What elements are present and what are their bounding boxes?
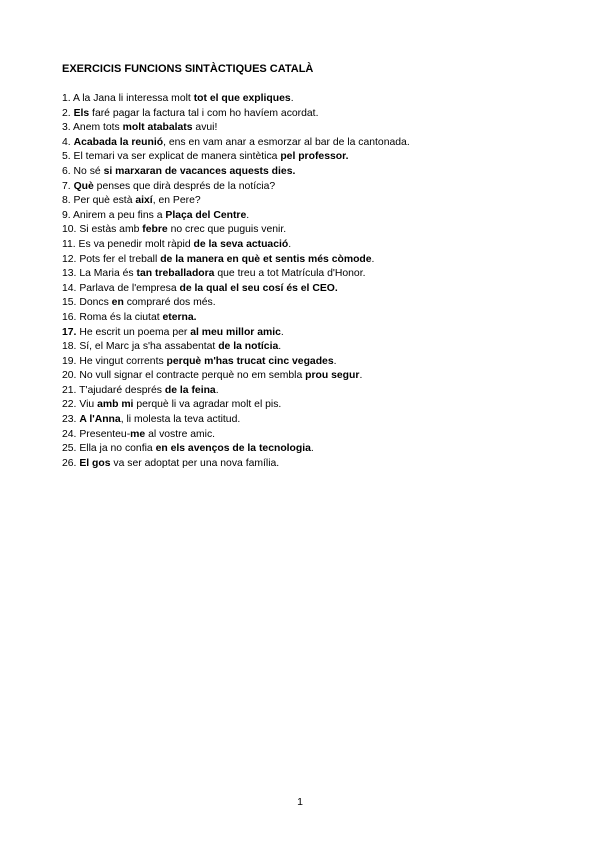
page-number: 1 <box>297 796 303 808</box>
exercise-text: 26. <box>62 457 80 469</box>
exercise-text: perquè li va agradar molt el pis. <box>133 399 282 411</box>
exercise-text: . <box>310 443 314 455</box>
exercise-text: no crec que puguis venir. <box>167 224 287 236</box>
exercise-text: 4. <box>62 136 74 148</box>
exercise-text: . <box>359 370 363 382</box>
exercise-text: va ser adoptat per una nova família. <box>110 457 280 469</box>
exercise-text: penses que dirà després de la notícia? <box>93 180 276 192</box>
exercise-item <box>62 413 410 428</box>
exercise-text: . <box>333 355 337 367</box>
exercise-text: 12. Pots fer el treball <box>62 253 161 265</box>
exercise-text: , en Pere? <box>152 195 201 207</box>
exercise-text: faré pagar la factura tal i com ho havíem acordat. <box>89 107 319 119</box>
exercise-highlight: Acabada la reunió <box>73 136 164 148</box>
exercise-text: . <box>246 209 250 221</box>
exercise-item <box>62 398 410 413</box>
exercise-text: 25. Ella ja no confia <box>62 443 156 455</box>
exercise-highlight: Què <box>73 180 94 192</box>
exercise-text: 8. Per què està <box>62 195 136 207</box>
exercise-item <box>62 209 410 224</box>
exercise-item <box>62 253 410 268</box>
exercise-highlight: així <box>135 195 153 207</box>
exercise-item <box>62 282 410 297</box>
exercise-highlight: Plaça del Centre <box>165 209 247 221</box>
exercise-highlight: febre <box>142 224 168 236</box>
exercise-text: 15. Doncs <box>62 297 112 309</box>
exercise-item <box>62 326 410 341</box>
exercise-text: . <box>215 384 219 396</box>
exercise-highlight: tan treballadora <box>136 268 215 280</box>
exercise-text: 6. No sé <box>62 165 104 177</box>
exercise-item <box>62 457 410 472</box>
exercise-item <box>62 442 410 457</box>
exercise-highlight: pel professor. <box>280 151 349 163</box>
exercise-text: . <box>371 253 375 265</box>
exercise-highlight: tot el que expliques <box>193 93 291 104</box>
exercise-text: 20. No vull signar el contracte perquè no em sembla <box>62 370 306 382</box>
exercise-text: que treu a tot Matrícula d'Honor. <box>214 268 366 280</box>
exercise-item <box>62 107 410 122</box>
exercise-item <box>62 180 410 195</box>
exercise-text: 23. <box>62 414 80 426</box>
exercise-highlight: A l'Anna <box>79 414 121 426</box>
exercise-text: 11. Es va penedir molt ràpid <box>62 238 194 250</box>
exercise-item <box>62 150 410 165</box>
exercise-text: 13. La Maria és <box>62 268 137 280</box>
exercise-text: , li molesta la teva actitud. <box>120 414 241 426</box>
exercise-list <box>62 92 410 471</box>
exercise-item <box>62 311 410 326</box>
exercise-highlight: Els <box>73 107 90 119</box>
exercise-text: 14. Parlava de l'empresa <box>62 282 180 294</box>
exercise-text: . <box>278 341 282 353</box>
exercise-text: 3. Anem tots <box>62 122 123 134</box>
exercise-item <box>62 428 410 443</box>
exercise-highlight: si marxaran de vacances aquests dies. <box>103 165 296 177</box>
exercise-text: . <box>280 326 284 338</box>
exercise-text: 2. <box>62 107 74 119</box>
exercise-item <box>62 223 410 238</box>
exercise-text: . <box>288 238 292 250</box>
exercise-item <box>62 238 410 253</box>
exercise-item <box>62 194 410 209</box>
exercise-highlight: molt atabalats <box>122 122 193 134</box>
exercise-text: 1. A la Jana li interessa molt <box>62 93 194 104</box>
exercise-item <box>62 340 410 355</box>
exercise-highlight: amb mi <box>97 399 134 411</box>
exercise-text: 24. Presenteu- <box>62 428 131 440</box>
exercise-text: 18. Sí, el Marc ja s'ha assabentat <box>62 341 219 353</box>
exercise-text: 9. Anirem a peu fins a <box>62 209 166 221</box>
exercise-text: al vostre amic. <box>145 428 216 440</box>
exercise-highlight: al meu millor amic <box>190 326 281 338</box>
exercise-text: 16. Roma és la ciutat <box>62 311 163 323</box>
exercise-highlight: perquè m'has trucat cinc vegades <box>166 355 334 367</box>
exercise-highlight: de la notícia <box>218 341 279 353</box>
exercise-highlight: El gos <box>79 457 111 469</box>
exercise-text: 22. Viu <box>62 399 98 411</box>
exercise-text: . <box>290 93 294 104</box>
exercise-text: 5. El temari va ser explicat de manera sintètica <box>62 151 281 163</box>
exercise-highlight: de la feina <box>164 384 216 396</box>
exercise-highlight: de la qual el seu cosí és el CEO. <box>179 282 338 294</box>
exercise-text: 7. <box>62 180 74 192</box>
exercise-text: He escrit un poema per <box>76 326 191 338</box>
exercise-item <box>62 165 410 180</box>
exercise-item <box>62 121 410 136</box>
exercise-text: avui! <box>192 122 218 134</box>
exercise-item <box>62 296 410 311</box>
exercise-highlight: en els avenços de la tecnologia <box>155 443 311 455</box>
exercise-text: 10. Si estàs amb <box>62 224 143 236</box>
exercise-item <box>62 92 410 107</box>
exercise-item <box>62 136 410 151</box>
exercise-item <box>62 369 410 384</box>
exercise-highlight: eterna. <box>162 311 197 323</box>
exercise-highlight: en <box>111 297 124 309</box>
exercise-item <box>62 384 410 399</box>
exercise-highlight: prou segur <box>305 370 360 382</box>
exercise-text: compraré dos més. <box>123 297 216 309</box>
exercise-highlight: 17. <box>62 326 77 338</box>
exercise-text: , ens en vam anar a esmorzar al bar de la cantonada. <box>163 136 410 148</box>
exercise-text: 19. He vingut corrents <box>62 355 167 367</box>
exercise-item <box>62 355 410 370</box>
exercise-text: 21. T'ajudaré després <box>62 384 165 396</box>
exercise-highlight: de la manera en què et sentis més còmode <box>160 253 372 265</box>
exercise-item <box>62 267 410 282</box>
exercise-highlight: me <box>130 428 146 440</box>
page-title: EXERCICIS FUNCIONS SINTÀCTIQUES CATALÀ <box>62 63 314 75</box>
exercise-highlight: de la seva actuació <box>193 238 289 250</box>
